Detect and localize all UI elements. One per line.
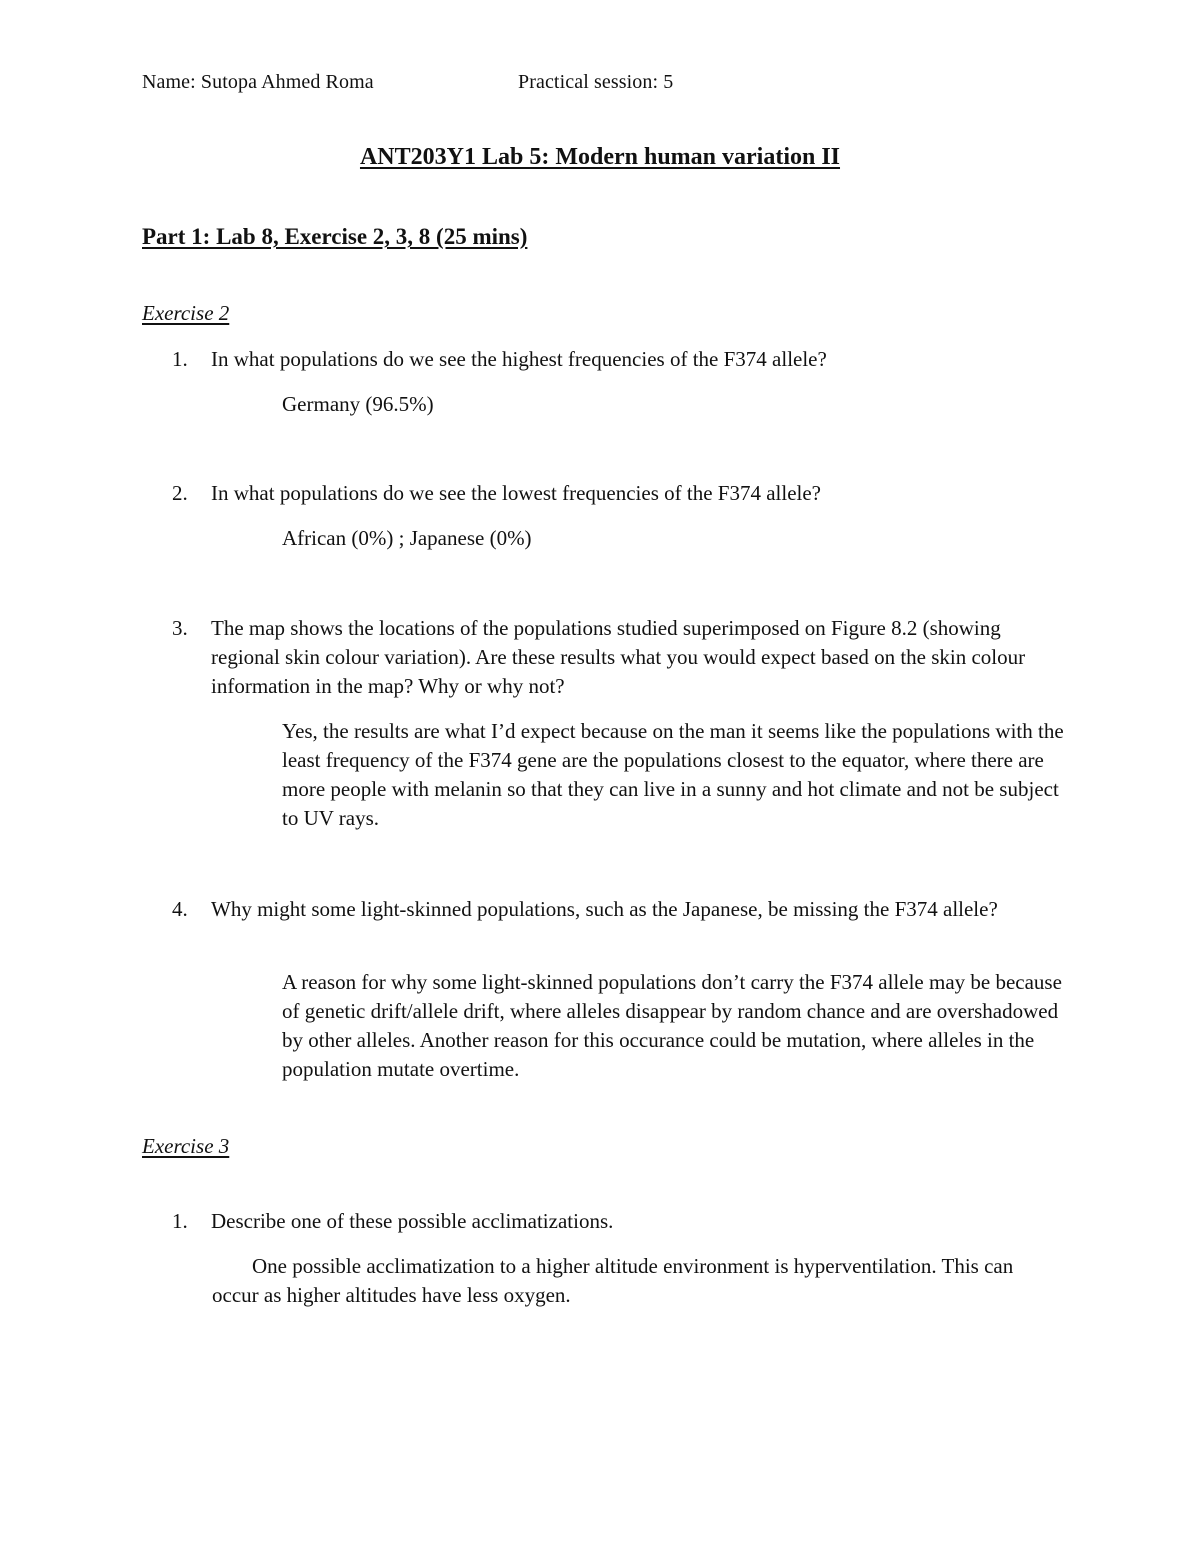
question-number: 4. (172, 897, 188, 921)
part1-heading: Part 1: Lab 8, Exercise 2, 3, 8 (25 mins) (142, 224, 528, 249)
question-number: 1. (172, 347, 188, 371)
question-item (172, 1207, 1072, 1236)
question-text: The map shows the locations of the populations studied superimposed on Figure 8.2 (showing regional skin colour variation). Are these results what you would expect based on the skin colour information in the map? Why or why not? (211, 616, 1026, 698)
question-number: 2. (172, 481, 188, 505)
question-text: Describe one of these possible acclimatizations. (211, 1209, 614, 1233)
question-number: 1. (172, 1209, 188, 1233)
exercise2-heading: Exercise 2 (142, 301, 230, 325)
question-item (172, 895, 1072, 924)
student-name: Name: Sutopa Ahmed Roma (142, 71, 374, 93)
document-title: ANT203Y1 Lab 5: Modern human variation II (359, 144, 841, 170)
answer-text: A reason for why some light-skinned populations don’t carry the F374 allele may be because of genetic drift/allele drift, where alleles disappear by random chance and are overshadowed by other alleles. Another reason for this occurance could be mutation, where alleles in the population mutate overtime. (282, 970, 1062, 1081)
answer-text: African (0%) ; Japanese (0%) (282, 526, 532, 550)
question-text: In what populations do we see the highest frequencies of the F374 allele? (211, 347, 827, 371)
question-item (172, 614, 1072, 701)
question-text: In what populations do we see the lowest frequencies of the F374 allele? (211, 481, 821, 505)
question-text: Why might some light-skinned populations, such as the Japanese, be missing the F374 allele? (211, 897, 998, 921)
question-item (172, 479, 1072, 508)
answer-text: One possible acclimatization to a higher altitude environment is hyperventilation. This can occur as higher altitudes have less oxygen. (212, 1254, 1014, 1307)
practical-session: Practical session: 5 (518, 71, 674, 93)
answer-text: Yes, the results are what I’d expect because on the man it seems like the populations with the least frequency of the F374 gene are the populations closest to the equator, where there are more people with melanin so that they can live in a sunny and hot climate and not be subject to UV rays. (282, 719, 1064, 830)
question-number: 3. (172, 616, 188, 640)
question-item (172, 345, 1072, 374)
answer-text: Germany (96.5%) (282, 392, 434, 416)
exercise3-heading: Exercise 3 (142, 1134, 230, 1158)
